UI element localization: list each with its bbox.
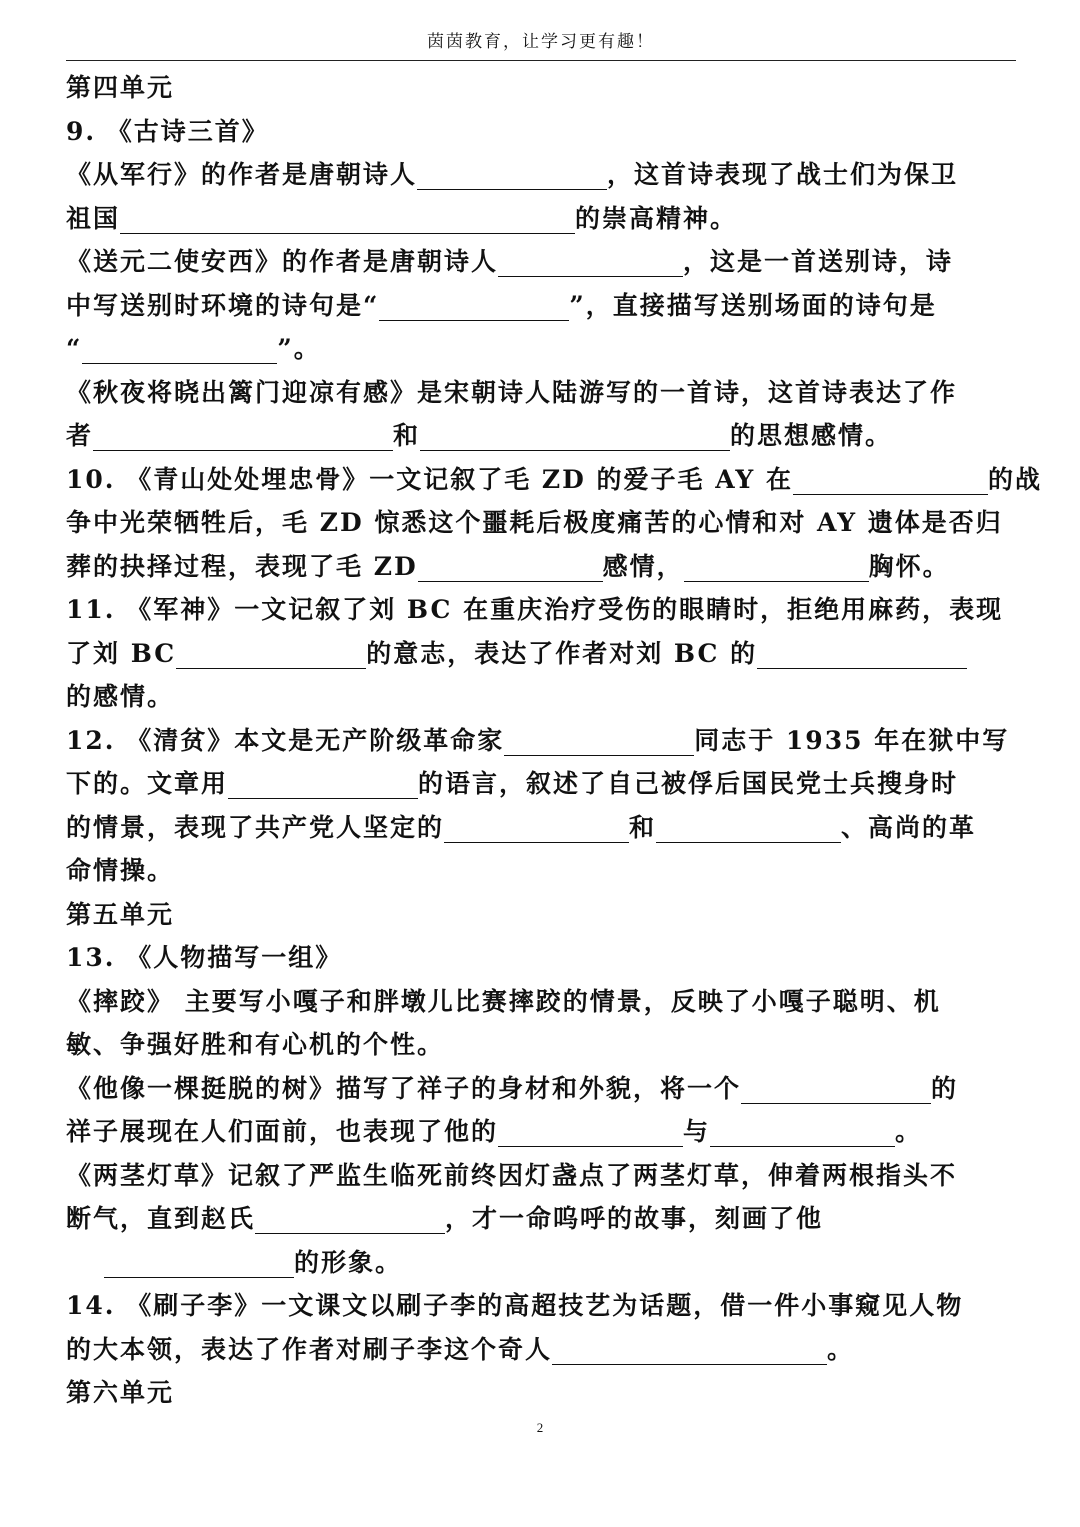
text-line: 的大本领，表达了作者对刷子李这个奇人 。 — [66, 1334, 855, 1364]
text-line: 葬的抉择过程，表现了毛 ZD 感情， 胸怀。 — [66, 551, 950, 581]
page-header: 茵茵教育，让学习更有趣！ — [66, 0, 1016, 61]
text-line: 敏、争强好胜和有心机的个性。 — [66, 1030, 445, 1059]
answer-blank[interactable] — [417, 159, 607, 190]
answer-blank[interactable] — [498, 1116, 683, 1147]
text-line: 12. 《清贫》本文是无产阶级革命家 同志于 1935 年在狱中写 — [66, 725, 1010, 755]
answer-blank[interactable] — [104, 1247, 294, 1278]
answer-blank[interactable] — [656, 812, 841, 843]
answer-blank[interactable] — [379, 290, 569, 321]
text-line: 断气，直到赵氏 ，才一命呜呼的故事，刻画了他 — [66, 1204, 824, 1233]
text-line: 争中光荣牺牲后，毛 ZD 惊悉这个噩耗后极度痛苦的心情和对 AY 遗体是否归 — [66, 508, 1003, 537]
text-line: 祥子展现在人们面前，也表现了他的 与 。 — [66, 1117, 923, 1146]
text-line: 《送元二使安西》的作者是唐朝诗人 ，这是一首送别诗，诗 — [66, 247, 954, 276]
answer-blank[interactable] — [757, 638, 967, 669]
answer-blank[interactable] — [120, 203, 575, 234]
answer-blank[interactable] — [552, 1334, 827, 1365]
text-line: 《从军行》的作者是唐朝诗人 ，这首诗表现了战士们为保卫 — [66, 160, 959, 189]
answer-blank[interactable] — [255, 1203, 445, 1234]
text-line: 《他像一棵挺脱的树》描写了祥子的身材和外貌，将一个 的 — [66, 1073, 959, 1103]
answer-blank[interactable] — [710, 1116, 895, 1147]
text-line: 下的。文章用 的语言，叙述了自己被俘后国民党士兵搜身时 — [66, 769, 959, 798]
answer-blank[interactable] — [176, 638, 366, 669]
worksheet-body — [66, 66, 1042, 1415]
text-line: 中写送别时环境的诗句是“ ”，直接描写送别场面的诗句是 — [66, 290, 937, 320]
answer-blank[interactable] — [741, 1073, 931, 1104]
answer-blank[interactable] — [93, 420, 393, 451]
answer-blank[interactable] — [793, 464, 988, 495]
section-title: 13. 《人物描写一组》 — [66, 943, 343, 972]
answer-blank[interactable] — [418, 551, 603, 582]
text-line: 的情景，表现了共产党人坚定的 和 、高尚的革 — [66, 812, 977, 842]
text-line: 《摔跤》 主要写小嘎子和胖墩儿比赛摔跤的情景，反映了小嘎子聪明、机 — [66, 986, 941, 1016]
answer-blank[interactable] — [504, 725, 694, 756]
answer-blank[interactable] — [420, 420, 730, 451]
text-line: 《秋夜将晓出篱门迎凉有感》是宋朝诗人陆游写的一首诗，这首诗表达了作 — [66, 377, 958, 407]
text-line: 的形象。 — [66, 1241, 1016, 1285]
text-line: 祖国 的崇高精神。 — [66, 203, 738, 233]
text-line: 《两茎灯草》记叙了严监生临死前终因灯盏点了两茎灯草，伸着两根指头不 — [66, 1160, 958, 1190]
text-line: “ ”。 — [66, 334, 321, 363]
text-line: 10. 《青山处处埋忠骨》一文记叙了毛 ZD 的爱子毛 AY 在 的战 — [66, 464, 1042, 494]
answer-blank[interactable] — [444, 812, 629, 843]
page-number: 2 — [536, 1420, 544, 1435]
text-line: 了刘 BC 的意志，表达了作者对刘 BC 的 — [66, 632, 1016, 676]
text-line: 命情操。 — [66, 856, 175, 885]
unit-heading: 第六单元 — [66, 1378, 175, 1407]
section-title: 9. 《古诗三首》 — [66, 116, 269, 146]
answer-blank[interactable] — [228, 768, 418, 799]
text-line: 14. 《刷子李》一文课文以刷子李的高超技艺为话题，借一件小事窥见人物 — [66, 1291, 964, 1320]
text-line: 11. 《军神》一文记叙了刘 BC 在重庆治疗受伤的眼睛时，拒绝用麻药，表现 — [66, 595, 1004, 624]
answer-blank[interactable] — [684, 551, 869, 582]
text-line: 的感情。 — [66, 682, 175, 711]
answer-blank[interactable] — [82, 333, 277, 364]
unit-heading: 第四单元 — [66, 73, 175, 102]
text-line: 者 和 的思想感情。 — [66, 421, 893, 450]
answer-blank[interactable] — [498, 246, 683, 277]
unit-heading: 第五单元 — [66, 899, 175, 929]
